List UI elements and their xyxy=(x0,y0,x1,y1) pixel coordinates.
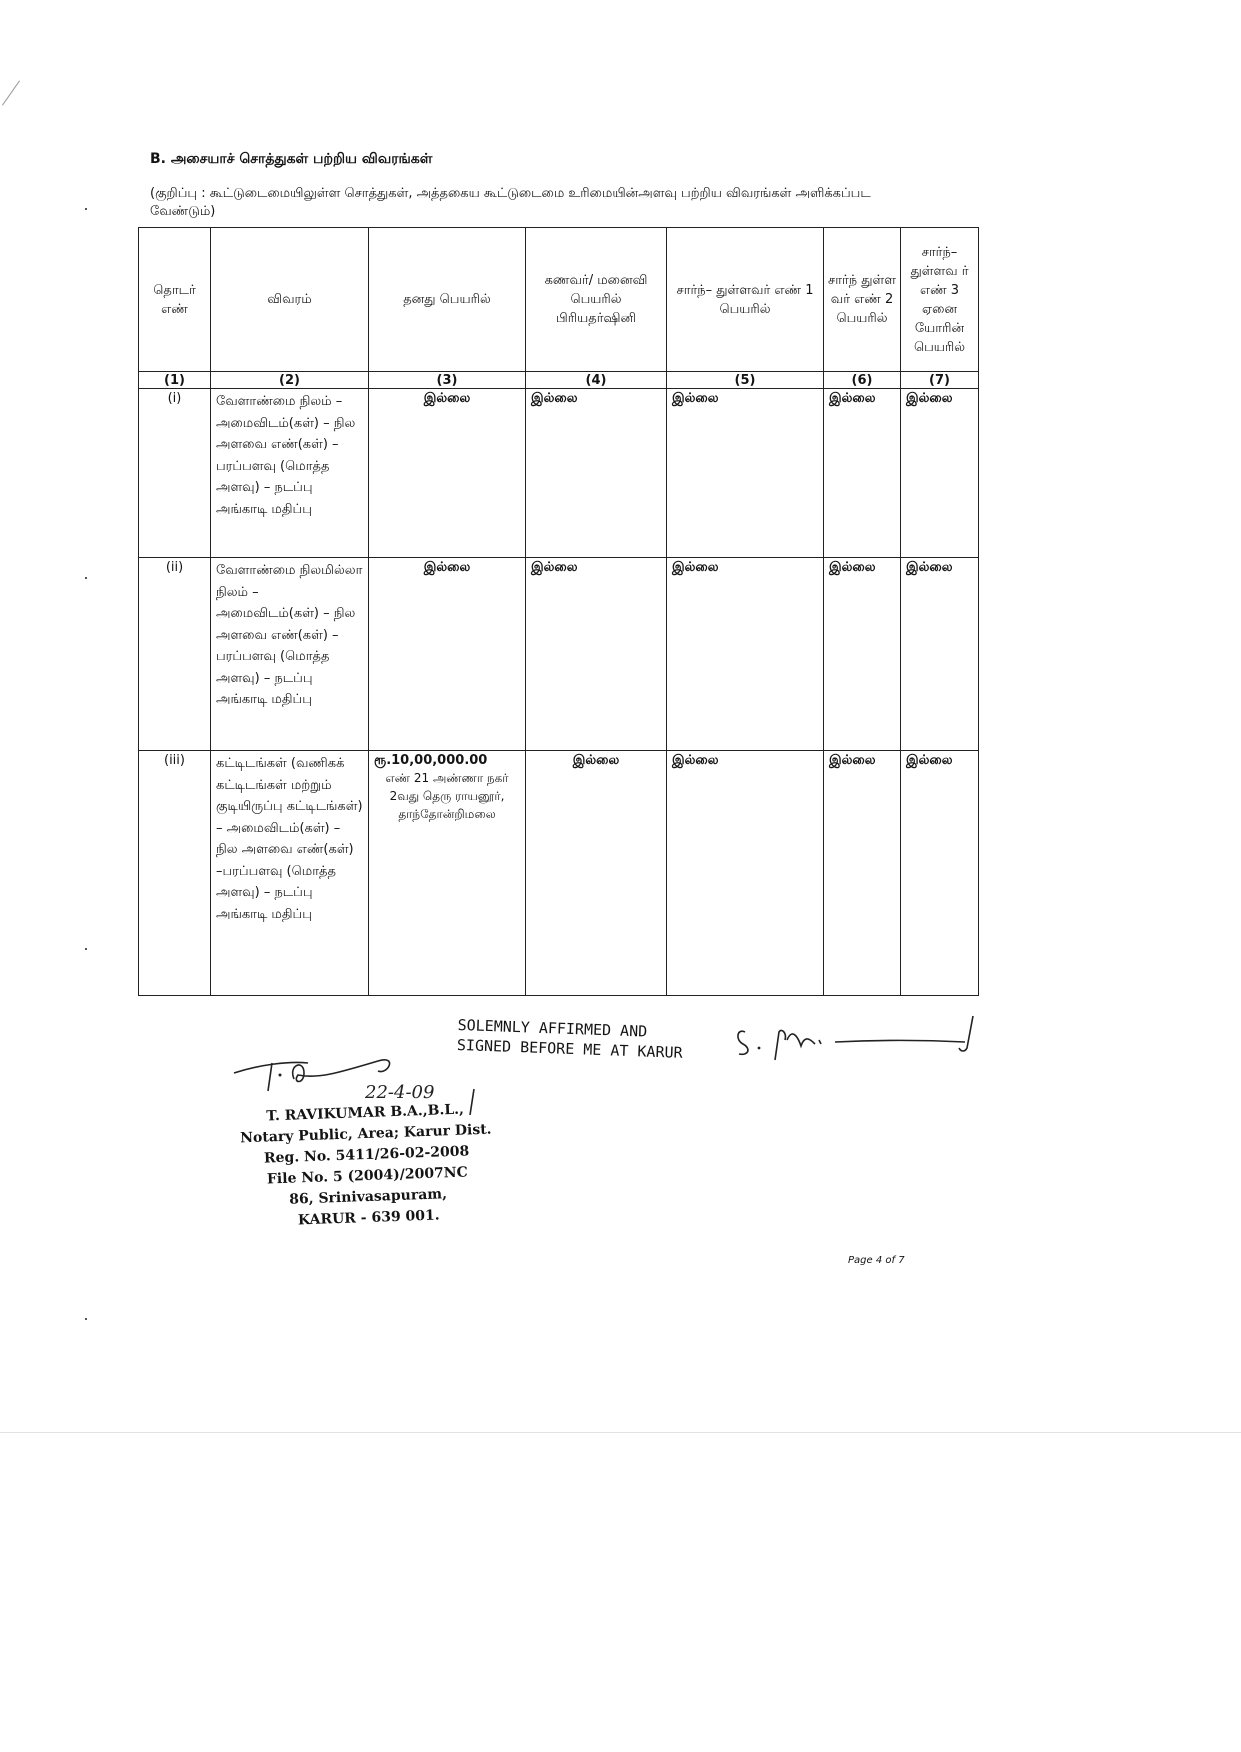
column-number: (2) xyxy=(211,372,369,389)
column-number: (3) xyxy=(369,372,526,389)
table-row xyxy=(139,751,979,996)
row-description: கட்டிடங்கள் (வணிகக் கட்டிடங்கள் மற்றும் குடியிருப்பு கட்டிடங்கள்) – அமைவிடம்(கள்) – நில அளவை எண்(கள்) –பரப்பளவு (மொத்த அளவு) – நடப்பு அங்காடி மதிப்பு xyxy=(211,751,369,996)
margin-mark xyxy=(85,1318,87,1320)
row-serial: (i) xyxy=(139,389,211,558)
column-number: (6) xyxy=(824,372,901,389)
notary-file-number: File No. 5 (2004)/2007NC xyxy=(266,1164,468,1188)
section-note: (குறிப்பு : கூட்டுடைமையிலுள்ள சொத்துகள், அத்தகைய கூட்டுடைமை உரிமையின்அளவு பற்றிய விவரங்கள் அளிக்கப்பட வேண்டும்) xyxy=(150,186,871,219)
column-number: (1) xyxy=(139,372,211,389)
column-number: (4) xyxy=(526,372,667,389)
row-spouse-value: இல்லை xyxy=(526,389,667,558)
row-self-address: எண் 21 அண்ணா நகர் 2வது தெரு ராயனூர், தாந்தோன்றிமலை xyxy=(385,771,509,821)
notary-address-line: 86, Srinivasapuram, xyxy=(288,1186,448,1208)
row-dependent-1-value: இல்லை xyxy=(667,558,824,751)
row-dependent-1-value: இல்லை xyxy=(667,389,824,558)
table-row xyxy=(139,558,979,751)
header-dependent-1: சார்ந்– துள்ளவர் எண் 1 பெயரில் xyxy=(667,228,824,372)
row-self-value: இல்லை xyxy=(369,389,526,558)
margin-mark xyxy=(85,948,87,950)
immovable-assets-table xyxy=(138,227,979,996)
column-number: (5) xyxy=(667,372,824,389)
row-dependent-2-value: இல்லை xyxy=(824,558,901,751)
row-dependent-1-value: இல்லை xyxy=(667,751,824,996)
notary-address-line: KARUR - 639 001. xyxy=(297,1207,440,1229)
page-number: Page 4 of 7 xyxy=(848,1255,905,1266)
row-dependent-2-value: இல்லை xyxy=(824,389,901,558)
stamp-line: SIGNED BEFORE ME AT KARUR xyxy=(456,1035,683,1062)
column-number-row xyxy=(139,372,979,389)
row-dependent-3-value: இல்லை xyxy=(901,389,979,558)
notary-registration: Reg. No. 5411/26-02-2008 xyxy=(263,1143,470,1167)
notary-seal xyxy=(220,1098,514,1234)
scan-mark xyxy=(2,80,20,105)
row-spouse-value: இல்லை xyxy=(526,751,667,996)
margin-mark xyxy=(85,208,87,210)
row-dependent-2-value: இல்லை xyxy=(824,751,901,996)
header-description: விவரம் xyxy=(211,228,369,372)
row-self-cell xyxy=(369,751,526,996)
margin-mark xyxy=(85,577,87,579)
header-self: தனது பெயரில் xyxy=(369,228,526,372)
stamp-line: SOLEMNLY AFFIRMED AND xyxy=(457,1015,648,1041)
row-dependent-3-value: இல்லை xyxy=(901,751,979,996)
header-spouse: கணவர்/ மனைவி பெயரில் பிரியதர்ஷினி xyxy=(526,228,667,372)
header-dependent-3: சார்ந்– துள்ளவ ர் எண் 3 ஏனை யோரின் பெயரில் xyxy=(901,228,979,372)
row-serial: (ii) xyxy=(139,558,211,751)
table-row xyxy=(139,389,979,558)
row-spouse-value: இல்லை xyxy=(526,558,667,751)
declarant-signature xyxy=(735,1010,985,1070)
header-serial: தொடர் எண் xyxy=(139,228,211,372)
row-description: வேளாண்மை நிலம் – அமைவிடம்(கள்) – நில அளவை எண்(கள்) –பரப்பளவு (மொத்த அளவு) – நடப்பு அங்காடி மதிப்பு xyxy=(211,389,369,558)
notary-name: T. RAVIKUMAR B.A.,B.L., xyxy=(266,1101,465,1125)
notary-title: Notary Public, Area; Karur Dist. xyxy=(239,1121,492,1147)
table-header-row xyxy=(139,228,979,372)
header-dependent-2: சார்ந் துள்ள வர் எண் 2 பெயரில் xyxy=(824,228,901,372)
column-number: (7) xyxy=(901,372,979,389)
row-self-value: இல்லை xyxy=(369,558,526,751)
row-dependent-3-value: இல்லை xyxy=(901,558,979,751)
scan-line xyxy=(0,1432,1241,1433)
section-heading: B. அசையாச் சொத்துகள் பற்றிய விவரங்கள் xyxy=(150,151,433,167)
row-serial: (iii) xyxy=(139,751,211,996)
row-self-value: ரூ.10,00,000.00 xyxy=(374,753,488,768)
row-description: வேளாண்மை நிலமில்லா நிலம் – அமைவிடம்(கள்) – நில அளவை எண்(கள்) –பரப்பளவு (மொத்த அளவு) – நடப்பு அங்காடி மதிப்பு xyxy=(211,558,369,751)
signature-date: 22-4-09 xyxy=(365,1082,435,1103)
